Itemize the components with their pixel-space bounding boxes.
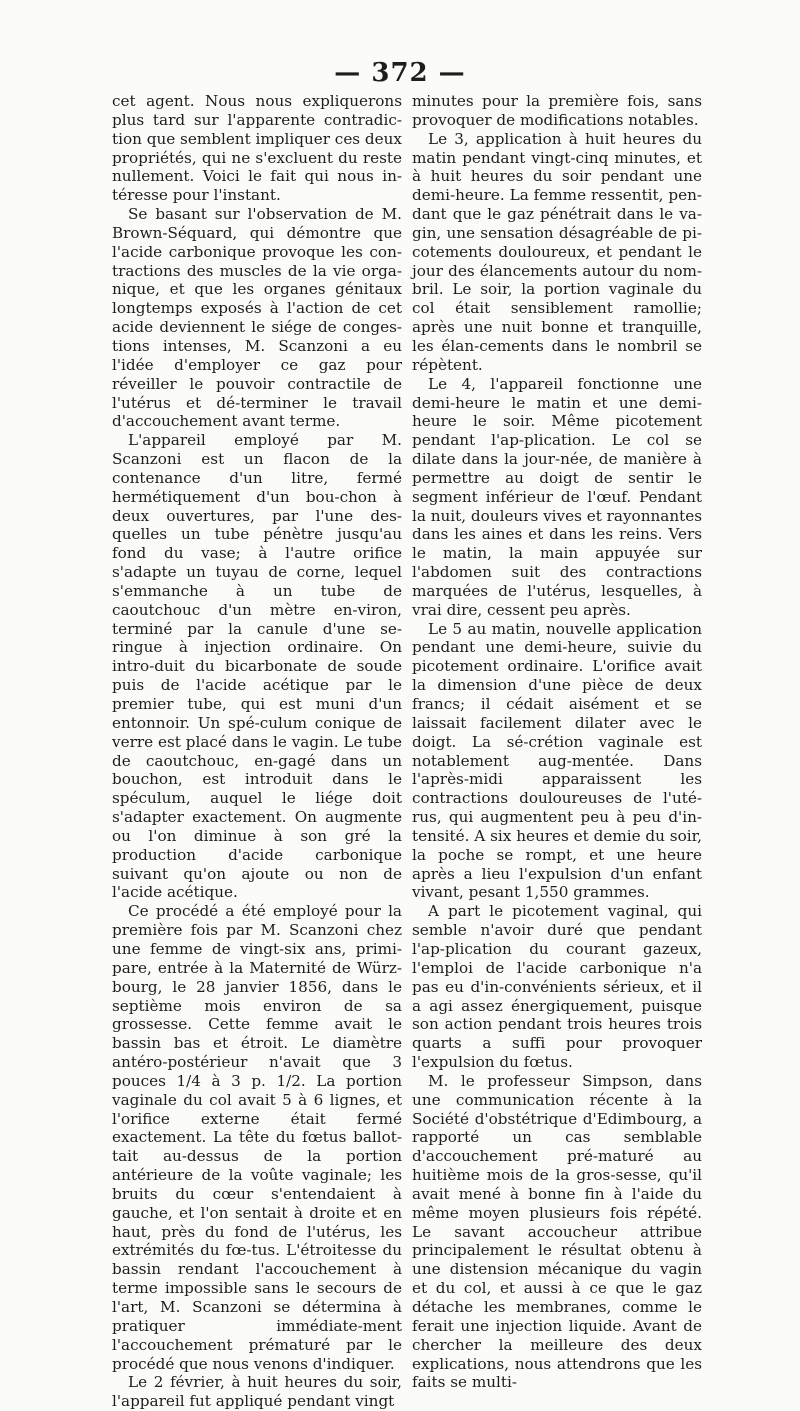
paragraph: Le 4, l'appareil fonctionne une demi-heure le matin et une demi-heure le soir. Même picotement pendant l'ap-plication. Le col se dilate dans la jour-née, de manière à permettre au doigt de sentir le segment inférieur de l'œuf. Pendant la nuit, douleurs vives et rayonnantes dans les aines et dans les reins. Vers le matin, la main appuyée sur l'abdomen suit des contractions marquées de l'utérus, lesquelles, à vrai dire, cessent peu après. <box>412 374 702 619</box>
paragraph: minutes pour la première fois, sans provoquer de modifications notables. <box>412 92 702 129</box>
paragraph: Le 5 au matin, nouvelle application pendant une demi-heure, suivie du picotement ordinaire. L'orifice avait la dimension d'une pièce de deux francs; il cédait aisément et se laissait facilement dilater avec le doigt. La sé-crétion vaginale est notablement aug-mentée. Dans l'après-midi apparaissent les contractions douloureuses de l'uté-rus, qui augmentent peu à peu d'in-tensité. A six heures et demie du soir, la poche se rompt, et une heure après a lieu l'expulsion d'un enfant vivant, pesant 1,550 grammes. <box>412 619 702 902</box>
paragraph: Le 3, application à huit heures du matin pendant vingt-cinq minutes, et à huit heures du soir pendant une demi-heure. La femme ressentit, pen-dant que le gaz pénétrait dans le va-gin, une sensation désagréable de pi-cotements douloureux, et pendant le jour des élancements autour du nom-bril. Le soir, la portion vaginale du col était sensiblement ramollie; après une nuit bonne et tranquille, les élan-cements dans le nombril se répètent. <box>412 129 702 374</box>
paragraph: cet agent. Nous nous expliquerons plus tard sur l'apparente contradic-tion que semblent impliquer ces deux propriétés, qui ne s'excluent du reste nullement. Voici le fait qui nous in-téresse pour l'instant. <box>112 92 402 205</box>
paragraph: Le 2 février, à huit heures du soir, l'appareil fut appliqué pendant vingt <box>112 1373 402 1411</box>
right-text-column <box>412 92 702 1392</box>
paragraph: M. le professeur Simpson, dans une communication récente à la Société d'obstétrique d'Edimbourg, a rapporté un cas semblable d'accouchement pré-maturé au huitième mois de la gros-sesse, qu'il avait mené à bonne fin à l'aide du même moyen plusieurs fois répété. Le savant accoucheur attribue principalement le résultat obtenu à une distension mécanique du vagin et du col, et aussi à ce que le gaz détache les membranes, comme le ferait une injection liquide. Avant de chercher la meilleure des deux explications, nous attendrons que les faits se multi- <box>412 1071 702 1392</box>
page-number: — 372 — <box>334 58 466 88</box>
paragraph: Ce procédé a été employé pour la première fois par M. Scanzoni chez une femme de vingt-six ans, primi-pare, entrée à la Maternité de Würz-bourg, le 28 janvier 1856, dans le septième mois environ de sa grossesse. Cette femme avait le bassin bas et étroit. Le diamètre antéro-postérieur n'avait que 3 pouces 1/4 à 3 p. 1/2. La portion vaginale du col avait 5 à 6 lignes, et l'orifice externe était fermé exactement. La tête du fœtus ballot-tait au-dessus de la portion antérieure de la voûte vaginale; les bruits du cœur s'entendaient à gauche, et l'on sentait à droite et en haut, près du fond de l'utérus, les extrémités du fœ-tus. L'étroitesse du bassin rendant l'accouchement à terme impossible sans le secours de l'art, M. Scanzoni se détermina à pratiquer immédiate-ment l'accouchement prématuré par le procédé que nous venons d'indiquer. <box>112 902 402 1373</box>
left-text-column <box>112 92 402 1411</box>
paragraph: Se basant sur l'observation de M. Brown-Séquard, qui démontre que l'acide carbonique provoque les con-tractions des muscles de la vie orga-nique, et que les organes génitaux longtemps exposés à l'action de cet acide deviennent le siége de conges-tions intenses, M. Scanzoni a eu l'idée d'employer ce gaz pour réveiller le pouvoir contractile de l'utérus et dé-terminer le travail d'accouchement avant terme. <box>112 205 402 431</box>
paragraph: A part le picotement vaginal, qui semble n'avoir duré que pendant l'ap-plication du courant gazeux, l'emploi de l'acide carbonique n'a pas eu d'in-convénients sérieux, et il a agi assez énergiquement, puisque son action pendant trois heures trois quarts a suffi pour provoquer l'expulsion du fœtus. <box>412 902 702 1072</box>
paragraph: L'appareil employé par M. Scanzoni est un flacon de la contenance d'un litre, fermé hermétiquement d'un bou-chon à deux ouvertures, par l'une des-quelles un tube pénètre jusqu'au fond du vase; à l'autre orifice s'adapte un tuyau de corne, lequel s'emmanche à un tube de caoutchouc d'un mètre en-viron, terminé par la canule d'une se-ringue à injection ordinaire. On intro-duit du bicarbonate de soude puis de l'acide acétique par le premier tube, qui est muni d'un entonnoir. Un spé-culum conique de verre est placé dans le vagin. Le tube de caoutchouc, en-gagé dans un bouchon, est introduit dans le spéculum, auquel le liége doit s'adapter exactement. On augmente ou l'on diminue à son gré la production d'acide carbonique suivant qu'on ajoute ou non de l'acide acétique. <box>112 431 402 902</box>
